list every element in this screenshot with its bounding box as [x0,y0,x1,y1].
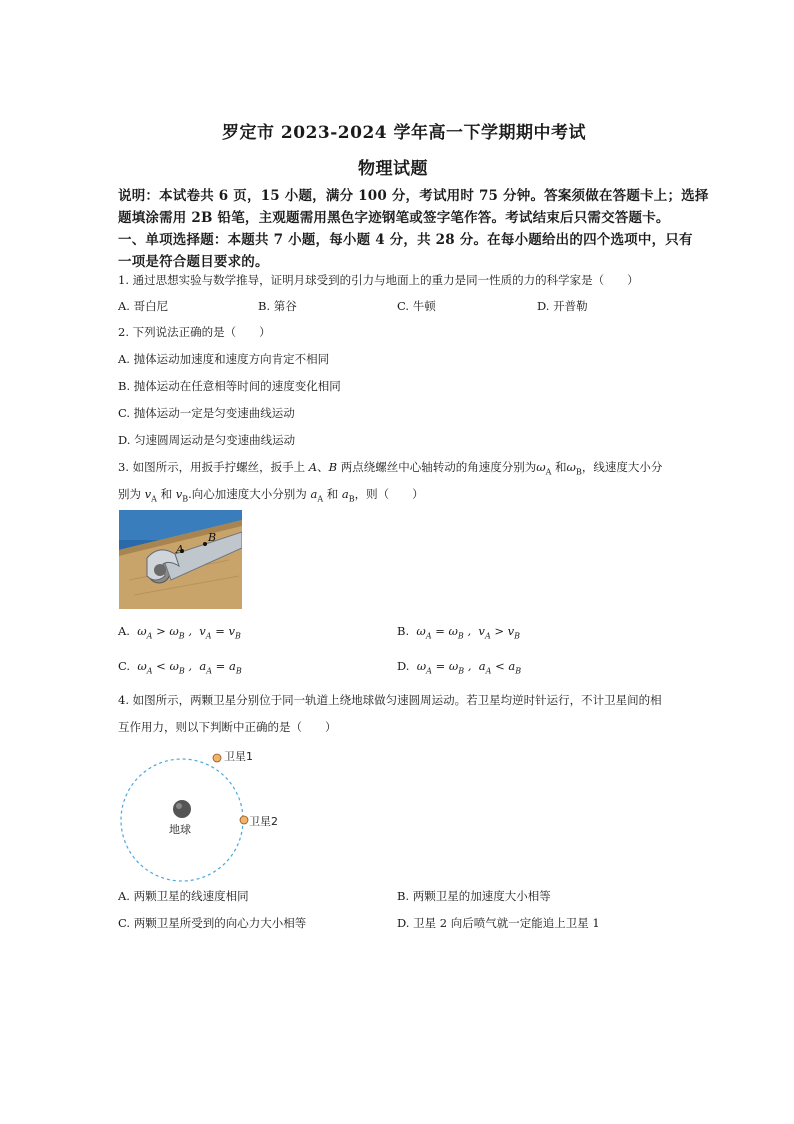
q3-option-c: C. $\omega_A < \omega_B$ , $a_A = a_B$ [118,659,242,676]
wrench-photo [119,510,242,609]
satellite-1-label: 卫星1 [224,750,253,763]
label-b: B [208,531,217,544]
label-a: A [176,543,184,556]
q3-option-b: B. $\omega_A = \omega_B$ , $v_A > v_B$ [397,624,521,641]
orbit-diagram [110,745,290,885]
q1-option-b: B. 第谷 [258,299,297,313]
earth-label: 地球 [169,823,191,836]
q3-option-a: A. $\omega_A > \omega_B$ , $v_A = v_B$ [118,624,241,641]
q4-option-d: D. 卫星 2 向后喷气就一定能追上卫星 1 [397,916,600,930]
section-1-line-2: 一项是符合题目要求的。 [118,254,269,270]
q2-stem: 2. 下列说法正确的是（ ） [118,325,271,339]
q2-option-a: A. 抛体运动加速度和速度方向肯定不相同 [118,352,330,366]
section-1-line-1: 一、单项选择题：本题共 7 小题，每小题 4 分，共 28 分。在每小题给出的四个选项中，只有 [118,232,693,248]
satellite-2-label: 卫星2 [249,815,278,828]
orbit-circle [121,759,243,881]
q4-stem-line-2: 互作用力，则以下判断中正确的是（ ） [118,720,337,734]
q2-option-d: D. 匀速圆周运动是匀变速曲线运动 [118,433,296,447]
satellite-1-icon [213,754,221,762]
q3-stem-line-1: 3. 如图所示，用扳手拧螺丝，扳手上 A、B 两点绕螺丝中心轴转动的角速度分别为$\omega_A$ 和$\omega_B$，线速度大小分 [118,460,663,477]
q4-option-a: A. 两颗卫星的线速度相同 [118,889,249,903]
q3-stem-line-2: 别为 $v_A$ 和 $v_B$.向心加速度大小分别为 $a_A$ 和 $a_B$，则（ ） [118,487,424,504]
q4-option-c: C. 两颗卫星所受到的向心力大小相等 [118,916,307,930]
q2-option-c: C. 抛体运动一定是匀变速曲线运动 [118,406,295,420]
q1-stem: 1. 通过思想实验与数学推导，证明月球受到的引力与地面上的重力是同一性质的力的科学家是（ ） [118,273,639,287]
q3-option-d: D. $\omega_A = \omega_B$ , $a_A < a_B$ [397,659,522,676]
exam-subtitle: 物理试题 [358,159,428,179]
q1-option-d: D. 开普勒 [537,299,588,313]
q4-stem-line-1: 4. 如图所示，两颗卫星分别位于同一轨道上绕地球做匀速圆周运动。若卫星均逆时针运行，不计卫星间的相 [118,693,662,707]
exam-title: 罗定市 2023-2024 学年高一下学期期中考试 [222,123,587,143]
q2-option-b: B. 抛体运动在任意相等时间的速度变化相同 [118,379,341,393]
instructions-line-2: 题填涂需用 2B 铅笔，主观题需用黑色字迹钢笔或签字笔作答。考试结束后只需交答题卡。 [118,210,670,226]
q4-option-b: B. 两颗卫星的加速度大小相等 [397,889,551,903]
satellite-2-icon [240,816,248,824]
instructions-line-1: 说明：本试卷共 6 页，15 小题，满分 100 分，考试用时 75 分钟。答案须做在答题卡上；选择 [118,188,709,204]
q1-option-c: C. 牛顿 [397,299,436,313]
earth-icon [173,800,191,818]
q1-option-a: A. 哥白尼 [118,299,169,313]
